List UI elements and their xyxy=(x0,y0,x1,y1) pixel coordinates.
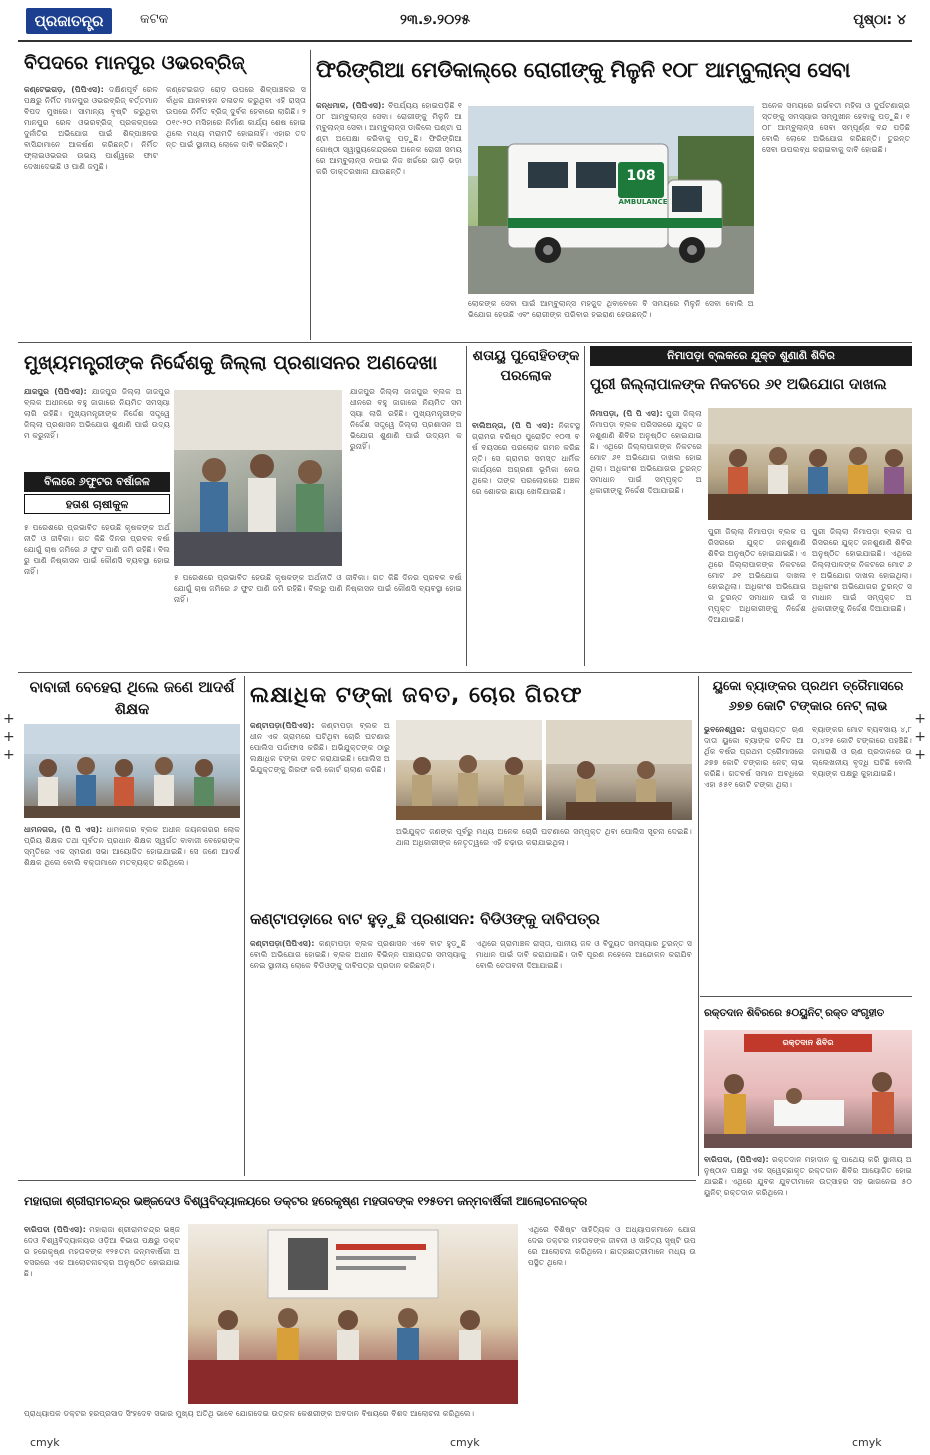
article-body-column xyxy=(812,724,912,994)
blood-donation-banner: ରକ୍ତଦାନ ଶିବିର xyxy=(782,1038,834,1047)
article-dateline: କଣ୍ଟାପଡ଼ା(ପିପିଏସ): xyxy=(250,721,315,730)
article-body-column xyxy=(316,100,462,340)
article-body-column xyxy=(528,1224,696,1438)
article-headline: ପୁରୀ ଜିଲ୍ଲାପାଳଙ୍କ ନିକଟରେ ୬୧ ଅଭିଯୋଗ ଦାଖଲ xyxy=(590,375,887,393)
article-dateline: ବାରିପଦା, (ପିପିଏସ): xyxy=(704,1155,769,1164)
article-topbar: ନିମାପଡ଼ା ବ୍ଲକରେ ଯୁକ୍ତ ଶୁଣାଣି ଶିବିର xyxy=(590,346,912,366)
article-dateline: କଣ୍ଟେଇଗଡ଼, (ପିପିଏସ): xyxy=(24,85,104,94)
police-press-photo xyxy=(396,720,542,820)
article-body-column xyxy=(174,572,462,668)
registration-mark: + xyxy=(914,711,926,727)
article-body-column xyxy=(476,938,692,1176)
article-headline: ବାବାଜୀ ବେହେରା ଥିଲେ ଜଣେ ଆଦର୍ଶ ଶିକ୍ଷକ xyxy=(29,678,235,718)
article-body-text: ଧାମନଗର ବ୍ଲକ ଅଧୀନ ଜୟନଗରର ଲୋକପ୍ରିୟ ଶିକ୍ଷକ ତଥା ପୂର୍ବତନ ପ୍ରଧାନ ଶିକ୍ଷକ ସ୍ୱର୍ଗତ ବାବାଜୀ ବେହେରାଙ୍କ ସ୍ମୃତିରେ ଏକ ସ୍ମରଣ ସଭା ଆୟୋଜିତ ହୋଇଯାଇଛି। ସେ ଜଣେ ଆଦର୍ଶ ଶିକ୍ଷକ ଥିଲେ ବୋଲି ବକ୍ତାମାନେ ମତବ୍ୟକ୍ତ କରିଥିଲେ। xyxy=(24,825,240,867)
section-rule xyxy=(18,342,912,343)
memorial-illustration xyxy=(24,724,240,818)
registration-mark: + xyxy=(3,729,15,745)
article-body-column xyxy=(704,1154,912,1356)
article-body-text: ଦକ୍ଷିଣପୂର୍ବ ରେଳ ପକ୍ଷରୁ ନିର୍ମିତ ମାନପୁର ଓଭରବ୍ରିଜ୍ ବର୍ତ୍ତମାନ ବିପଦ ମୁଖରେ। ସାମାନ୍ୟ ବୃଷ୍ଟି କରୁଥିବା ମାନପୁର ରେଳ ଓଭରବ୍ରିଜ୍ ପ୍ରକଳ୍ପରେ ଦୁର୍ନୀତିର ଅଭିଯୋଗ ପାଇଁ ଶିଳ୍ପାଞ୍ଚଳର ବାସିନ୍ଦାମାନେ ଆକର୍ଷଣ କରିଛନ୍ତି। ନିର୍ମିତ ଫ୍ଲାଇଓଭରର ଉଭୟ ପାର୍ଶ୍ୱରେ ଫାଟ ଦେଖାଦେଇଛି ଓ ପାଣି ଜମୁଛି। xyxy=(24,85,158,171)
article-body-column xyxy=(762,100,910,340)
masthead xyxy=(0,0,930,42)
article-dateline: କନ୍ଧମାଳ, (ପିପିଏସ): xyxy=(316,101,385,110)
article-body-text: କଣ୍ଟେଇଗଡ଼ ରୋଡ଼ ଉପରେ ଶିଳ୍ପାଞ୍ଚଳର ସର୍ବାଧିକ ଯାନବାହନ ଚଳାଚଳ କରୁଥିବା ଏହି ରାସ୍ତା ଉପରେ ନିର୍ମିତ ବ୍ରିଜ୍ ଦୁର୍ବଳ ହେବାରେ ଲାଗିଛି। ୨୦୧୯-୨୦ ମସିହାରେ ନିର୍ମାଣ କାର୍ଯ୍ୟ ଶେଷ ହୋଇଥିଲେ ମଧ୍ୟ ମରାମତି ହୋଇନାହିଁ। ଏହାର ତଦନ୍ତ ପାଇଁ ସ୍ଥାନୀୟ ଲୋକେ ଦାବି କରିଛନ୍ତି। xyxy=(166,85,306,149)
article-cm-directive xyxy=(24,346,462,668)
article-body-text: ଯାଜପୁର ଜିଲ୍ଲା ଜାଜପୁର ବ୍ଲକ ଅଧୀନରେ ବହୁ ଜାଗାରେ ନିୟମିତ ସମସ୍ୟା ଲାଗି ରହିଛି। ମୁଖ୍ୟମନ୍ତ୍ରୀଙ୍କ ନିର୍ଦ୍ଦେଶ ସତ୍ତ୍ୱେ ଜିଲ୍ଲା ପ୍ରଶାସନ ଅଭିଯୋଗ ଶୁଣାଣି ପାଇଁ ଉଦ୍ୟମ କରୁନାହିଁ। xyxy=(24,387,171,440)
article-headline: ରକ୍ତଦାନ ଶିବିରରେ ୫୦ୟୁନିଟ୍ ରକ୍ତ ସଂଗୃହୀତ xyxy=(704,1007,884,1019)
article-body-text: ପ୍ରାଧ୍ୟାପକ ଡକ୍ଟର ହରପ୍ରସାଦ ସିଂହଦେବ ସଭାର ମୁଖ୍ୟ ଅତିଥି ଭାବେ ଯୋଗଦେଇ ଉତ୍କଳ କେଶରୀଙ୍କ ଅବଦାନ ବିଷୟରେ ବିଶଦ ଆଲୋଚନା କରିଥିଲେ। xyxy=(24,1409,475,1418)
article-dateline: ବାରିପଦା (ପିପିଏସ): xyxy=(24,1225,86,1234)
ambulance-photo xyxy=(468,106,754,294)
article-body-text: ବ୍ୟାଙ୍କର ମୋଟ ବ୍ୟବସାୟ ୪,୮୦,୪୨୫ କୋଟି ଟଙ୍କାରେ ପହଞ୍ଚିଛି। ଜମାରାଶି ଓ ଋଣ ପ୍ରଦାନରେ ଉଲ୍ଲେଖନୀୟ ବୃଦ୍ଧି ଘଟିଛି ବୋଲି ବ୍ୟାଙ୍କ ପକ୍ଷରୁ କୁହାଯାଇଛି। xyxy=(812,725,912,778)
police-press-illustration xyxy=(396,720,542,820)
article-headline: ମହାରାଜା ଶ୍ରୀରାମଚନ୍ଦ୍ର ଭଞ୍ଜଦେଓ ବିଶ୍ୱବିଦ୍ୟାଳୟରେ ଡକ୍ଟର ହରେକୃଷ୍ଣ ମହତାବଙ୍କ ୧୨୫ତମ ଜନ୍ମବାର୍ଷିକୀ ଆଲୋଚନାଚକ୍ର xyxy=(24,1194,587,1208)
registration-mark: + xyxy=(3,747,15,763)
article-dateline: ଯାଜପୁର (ପିପିଏସ): xyxy=(24,387,87,396)
masthead-page-number: ପୃଷ୍ଠା: ୪ xyxy=(853,12,906,28)
article-body-column xyxy=(704,724,804,994)
masthead-city: କଟକ xyxy=(140,12,169,27)
article-body-text: କଣ୍ଟାପଡ଼ା ବ୍ଲକ ଅଧୀନ ଏକ ଗ୍ରାମରେ ଘଟିଥିବା ଚୋରି ଘଟଣାର ପୋଲିସ ପର୍ଦ୍ଦାଫାସ କରିଛି। ଅଭିଯୁକ୍ତଙ୍କ ଠାରୁ ଲକ୍ଷାଧିକ ଟଙ୍କା ଜବତ କରାଯାଇଛି। ପୋଲିସ ଅଭିଯୁକ୍ତଙ୍କୁ ଗିରଫ କରି କୋର୍ଟ ଚାଲାଣ କରିଛି। xyxy=(250,721,390,774)
article-dateline: କଣ୍ଟାପଡ଼ା(ପିପିଏସ): xyxy=(250,939,315,948)
article-body-text: ୫ ପରେଶରେ ପ୍ରଭାବିତ ହେଉଛି କୃଷକଙ୍କ ଅର୍ଥନୀତି ଓ ଜୀବିକା। ଗତ କିଛି ଦିନର ପ୍ରବଳ ବର୍ଷା ଯୋଗୁଁ ଚାଷ ଜମିରେ ୬ ଫୁଟ ପାଣି ଜମି ରହିଛି। ବିଲରୁ ପାଣି ନିଷ୍କାସନ ପାଇଁ କୌଣସି ବ୍ୟବସ୍ଥା ହୋଇନାହିଁ। xyxy=(174,573,462,604)
article-body-text: ଯାଜପୁର ଜିଲ୍ଲା ଜାଜପୁର ବ୍ଲକ ଅଧୀନରେ ବହୁ ଜାଗାରେ ନିୟମିତ ସମସ୍ୟା ଲାଗି ରହିଛି। ମୁଖ୍ୟମନ୍ତ୍ରୀଙ୍କ ନିର୍ଦ୍ଦେଶ ସତ୍ତ୍ୱେ ଜିଲ୍ଲା ପ୍ରଶାସନ ଅଭିଯୋଗ ଶୁଣାଣି ପାଇଁ ଉଦ୍ୟମ କରୁନାହିଁ। xyxy=(350,387,462,451)
section-rule xyxy=(18,1180,696,1181)
seized-goods-illustration xyxy=(546,720,692,820)
print-mark-cmyk: cmyk xyxy=(852,1436,882,1449)
article-dateline: ନିମାପଡ଼ା, (ପି ପି ଏସ): xyxy=(590,409,663,418)
article-body-text: ୫ ପରେଶରେ ପ୍ରଭାବିତ ହେଉଛି କୃଷକଙ୍କ ଅର୍ଥନୀତି ଓ ଜୀବିକା। ଗତ କିଛି ଦିନର ପ୍ରବଳ ବର୍ଷା ଯୋଗୁଁ ଚାଷ ଜମିରେ ୬ ଫୁଟ ପାଣି ଜମି ରହିଛି। ବିଲରୁ ପାଣି ନିଷ୍କାସନ ପାଇଁ କୌଣସି ବ୍ୟବସ୍ଥା ହୋଇନାହିଁ। xyxy=(24,523,170,576)
article-subhead: ବିଲରେ ୬ଫୁଟର ବର୍ଷାଜଳ xyxy=(24,472,170,492)
print-mark-cmyk: cmyk xyxy=(450,1436,480,1449)
article-body-text: ନିକଟସ୍ଥ ଗ୍ରାମର ବରିଷ୍ଠ ପୁରୋହିତ ୧୦୩ ବର୍ଷ ବୟସରେ ପରଲୋକ ଗମନ କରିଛନ୍ତି। ସେ ଗ୍ରାମର ସମସ୍ତ ଧାର୍ମିକ କାର୍ଯ୍ୟରେ ଅଗ୍ରଣୀ ଭୂମିକା ନେଉଥିଲେ। ତାଙ୍କ ପରଲୋକରେ ଅଞ୍ଚଳରେ ଶୋକର ଛାୟା ଖେଳିଯାଇଛି। xyxy=(472,421,580,496)
print-mark-cmyk: cmyk xyxy=(30,1436,60,1449)
article-puri-grievance xyxy=(590,346,912,668)
article-dateline: ଧାମନଗର, (ପି ପି ଏସ): xyxy=(24,825,103,834)
memorial-photo xyxy=(24,724,240,818)
article-body-column xyxy=(590,408,702,668)
article-headline: ଶତାୟୁ ପୁରୋହିତଙ୍କ ପରଲୋକ xyxy=(472,348,580,384)
column-divider xyxy=(698,676,699,1176)
article-body-text: ରାଷ୍ଟ୍ରାୟତ୍ତ ଋଣଦାତା ୟୁକୋ ବ୍ୟାଙ୍କ ଚଳିତ ଆର୍ଥିକ ବର୍ଷର ପ୍ରଥମ ତ୍ରୈମାସରେ ୬୭୭ କୋଟି ଟଙ୍କାର ନେଟ୍ ଲାଭ କରିଛି। ଗତବର୍ଷ ସମାନ ଅବଧିରେ ଏହା ୫୫୧ କୋଟି ଟଙ୍କା ଥିଲା। xyxy=(704,725,804,789)
article-body-text: ଏଥିରେ ଗ୍ରାମାଞ୍ଚଳ ରାସ୍ତା, ପାନୀୟ ଜଳ ଓ ବିଦ୍ୟୁତ ସମସ୍ୟାର ତୁରନ୍ତ ସମାଧାନ ପାଇଁ ଦାବି କରାଯାଇଛି। ଦାବି ପୂରଣ ନହେଲେ ଆନ୍ଦୋଳନ କରାଯିବ ବୋଲି ଚେତାବନୀ ଦିଆଯାଇଛି। xyxy=(476,939,692,970)
article-manpur-overbridge xyxy=(24,48,306,340)
article-body-text: ପୁରୀ ଜିଲ୍ଲା ନିମାପଡ଼ା ବ୍ଲକ ପରିସରରେ ଯୁକ୍ତ ଜନଶୁଣାଣି ଶିବିର ଅନୁଷ୍ଠିତ ହୋଇଯାଇଛି। ଏଥିରେ ଜିଲ୍ଲାପାଳଙ୍କ ନିକଟରେ ମୋଟ ୬୧ ଅଭିଯୋଗ ଦାଖଲ ହୋଇଥିଲା। ଅଧିକାଂଶ ଅଭିଯୋଗର ତୁରନ୍ତ ସମାଧାନ ପାଇଁ ସମ୍ପୃକ୍ତ ଅଧିକାରୀଙ୍କୁ ନିର୍ଦ୍ଦେଶ ଦିଆଯାଇଛି। xyxy=(812,527,912,613)
article-body-column xyxy=(24,84,158,340)
article-body-column xyxy=(350,386,462,566)
blood-donation-photo xyxy=(704,1030,912,1148)
meeting-photo xyxy=(174,390,342,566)
article-body-column xyxy=(396,826,692,900)
article-subhead: ହତାଶ ଚାଷୀକୁଳ xyxy=(24,494,170,514)
photo-caption-text: ଲୋକଙ୍କ ସେବା ପାଇଁ ଆମ୍ବୁଲାନ୍ସ ମହଜୁଦ ଥିବାବେଳେ ବି ସମୟରେ ମିଳୁନି ସେବା ବୋଲି ଅଭିଯୋଗ ହେଉଛି ଏବଂ ରୋଗୀଙ୍କ ପରିବାର ହଇରାଣ ହେଉଛନ୍ତି। xyxy=(468,299,754,319)
ambulance-text-label: AMBULANCE xyxy=(618,198,668,206)
article-body-column xyxy=(24,1408,524,1438)
article-body-text: ପୁରୀ ଜିଲ୍ଲା ନିମାପଡ଼ା ବ୍ଲକ ପରିସରରେ ଯୁକ୍ତ ଜନଶୁଣାଣି ଶିବିର ଅନୁଷ୍ଠିତ ହୋଇଯାଇଛି। ଏଥିରେ ଜିଲ୍ଲାପାଳଙ୍କ ନିକଟରେ ମୋଟ ୬୧ ଅଭିଯୋଗ ଦାଖଲ ହୋଇଥିଲା। ଅଧିକାଂଶ ଅଭିଯୋଗର ତୁରନ୍ତ ସମାଧାନ ପାଇଁ ସମ୍ପୃକ୍ତ ଅଧିକାରୀଙ୍କୁ ନିର୍ଦ୍ଦେଶ ଦିଆଯାଇଛି। xyxy=(708,527,806,624)
article-body-column xyxy=(24,522,170,668)
article-body-column xyxy=(250,720,390,900)
article-headline: କଣ୍ଟାପଡ଼ାରେ ବାଟ ହୁଡ଼ୁଛି ପ୍ରଶାସନ: ବିଡିଓଙ୍କୁ ଦାବିପତ୍ର xyxy=(250,910,600,928)
grievance-camp-photo xyxy=(708,408,912,520)
article-uco-bank-profit xyxy=(704,676,912,994)
article-body-text: ମହାରାଜା ଶ୍ରୀରାମଚନ୍ଦ୍ର ଭଞ୍ଜଦେଓ ବିଶ୍ୱବିଦ୍ୟାଳୟର ଓଡ଼ିଆ ବିଭାଗ ପକ୍ଷରୁ ଡକ୍ଟର ହରେକୃଷ୍ଣ ମହତାବଙ୍କ ୧୨୫ତମ ଜନ୍ମବାର୍ଷିକୀ ଅବସରରେ ଏକ ଆଲୋଚନାଚକ୍ର ଅନୁଷ୍ଠିତ ହୋଇଯାଇଛି। xyxy=(24,1225,180,1278)
meeting-illustration xyxy=(174,390,342,566)
article-headline: ଫିରିଙ୍ଗିଆ ମେଡିକାଲ୍‌ରେ ରୋଗୀଙ୍କୁ ମିଳୁନି ୧୦୮ ଆମ୍ବୁଲାନ୍ସ ସେବା xyxy=(316,58,851,82)
article-body-text: ଏଥିରେ ବିଶିଷ୍ଟ ସାହିତ୍ୟିକ ଓ ଅଧ୍ୟାପକମାନେ ଯୋଗଦେଇ ଡକ୍ଟର ମହତାବଙ୍କ ଜୀବନୀ ଓ ସାହିତ୍ୟ ସୃଷ୍ଟି ଉପରେ ଆଲୋଚନା କରିଥିଲେ। ଛାତ୍ରଛାତ୍ରୀମାନେ ମଧ୍ୟ ଉପସ୍ଥିତ ଥିଲେ। xyxy=(528,1225,696,1267)
article-headline: ମୁଖ୍ୟମନ୍ତ୍ରୀଙ୍କ ନିର୍ଦ୍ଦେଶକୁ ଜିଲ୍ଲା ପ୍ରଶାସନର ଅଣଦେଖା xyxy=(24,352,438,374)
article-body-text: କଣ୍ଟାପଡ଼ା ବ୍ଲକ ପ୍ରଶାସନ ଏବେ ବାଟ ହୁଡ଼ୁଛି ବୋଲି ଅଭିଯୋଗ ହୋଇଛି। ବ୍ଲକ ଅଧୀନ ବିଭିନ୍ନ ପଞ୍ଚାୟତର ସମସ୍ୟାକୁ ନେଇ ସ୍ଥାନୀୟ ଲୋକେ ବିଡିଓଙ୍କୁ ଦାବିପତ୍ର ପ୍ରଦାନ କରିଛନ୍ତି। xyxy=(250,939,466,970)
registration-mark: + xyxy=(914,747,926,763)
article-headline-line1: ୟୁକୋ ବ୍ୟାଙ୍କର ପ୍ରଥମ ତ୍ରୈମାସରେ xyxy=(712,678,904,693)
article-headline: ଲକ୍ଷାଧିକ ଟଙ୍କା ଜବତ, ଚୋର ଗିରଫ xyxy=(250,683,583,708)
article-body-text: ଅଭିଯୁକ୍ତ ଜଣଙ୍କ ପୂର୍ବରୁ ମଧ୍ୟ ଅନେକ ଚୋରି ଘଟଣାରେ ସମ୍ପୃକ୍ତ ଥିବା ପୋଲିସ ସୂଚନା ଦେଇଛି। ଥାନା ଅଧିକାରୀଙ୍କ ନେତୃତ୍ୱରେ ଏହି ଚଢ଼ାଉ କରାଯାଇଥିଲା। xyxy=(396,827,692,847)
article-body-column xyxy=(708,526,806,668)
article-body-text: ଅନେକ ସମୟରେ ଗର୍ଭବତୀ ମହିଳା ଓ ଦୁର୍ଘଟଣାଗ୍ରସ୍ତଙ୍କୁ ସମସ୍ୟାର ସମ୍ମୁଖୀନ ହେବାକୁ ପଡ଼ୁଛି। ୧୦୮ ଆମ୍ବୁଲାନ୍ସ ସେବା ସମ୍ପୂର୍ଣ୍ଣ ବନ୍ଦ ପଡ଼ିଛି ବୋଲି ଲୋକେ ଅଭିଯୋଗ କରିଛନ୍ତି। ତୁରନ୍ତ ସେବା ଉପଲବ୍ଧ କରାଇବାକୁ ଦାବି ହୋଇଛି। xyxy=(762,101,910,154)
article-body-column xyxy=(472,420,580,668)
article-headline-line2: ୬୭୭ କୋଟି ଟଙ୍କାର ନେଟ୍ ଲାଭ xyxy=(728,699,888,714)
seized-goods-photo xyxy=(546,720,692,820)
masthead-date: ୨୩.୭.୨୦୨୫ xyxy=(400,12,470,28)
article-body-column xyxy=(812,526,912,668)
seminar-photo xyxy=(188,1224,518,1404)
article-blood-donation xyxy=(704,1000,912,1356)
article-priest-obituary xyxy=(472,346,580,668)
article-mahatab-seminar xyxy=(24,1184,696,1438)
section-rule xyxy=(18,672,912,673)
article-dateline: ବାଲିଅନ୍ତା, (ପି ପି ଏସ): xyxy=(472,421,554,430)
grievance-camp-illustration xyxy=(708,408,912,520)
masthead-logo: ପ୍ରଜାତନ୍ତ୍ର xyxy=(26,8,112,34)
article-dateline: ଭୁବନେଶ୍ୱର: xyxy=(704,725,746,734)
column-divider xyxy=(244,676,245,1176)
column-divider xyxy=(310,50,311,340)
registration-mark: + xyxy=(3,711,15,727)
article-body-column xyxy=(166,84,306,340)
seminar-illustration xyxy=(188,1224,518,1404)
article-body-column xyxy=(250,938,466,1176)
registration-mark: + xyxy=(914,729,926,745)
article-headline: ବିପଦରେ ମାନପୁର ଓଭରବ୍ରିଜ୍ xyxy=(24,52,245,74)
column-divider xyxy=(466,346,467,666)
ambulance-number-label: 108 xyxy=(626,168,656,184)
article-body-column xyxy=(24,824,240,1176)
article-body-text: ପୁରୀ ଜିଲ୍ଲା ନିମାପଡ଼ା ବ୍ଲକ ପରିସରରେ ଯୁକ୍ତ ଜନଶୁଣାଣି ଶିବିର ଅନୁଷ୍ଠିତ ହୋଇଯାଇଛି। ଏଥିରେ ଜିଲ୍ଲାପାଳଙ୍କ ନିକଟରେ ମୋଟ ୬୧ ଅଭିଯୋଗ ଦାଖଲ ହୋଇଥିଲା। ଅଧିକାଂଶ ଅଭିଯୋଗର ତୁରନ୍ତ ସମାଧାନ ପାଇଁ ସମ୍ପୃକ୍ତ ଅଧିକାରୀଙ୍କୁ ନିର୍ଦ୍ଦେଶ ଦିଆଯାଇଛି। xyxy=(590,409,702,495)
article-babaji-behera xyxy=(24,676,240,1176)
article-body-text: ରକ୍ତଦାନ ମହାଦାନ କୁ ପାଥେୟ କରି ସ୍ଥାନୀୟ ଅନୁଷ୍ଠାନ ପକ୍ଷରୁ ଏକ ସ୍ୱେଚ୍ଛାକୃତ ରକ୍ତଦାନ ଶିବିର ଆୟୋଜିତ ହୋଇଯାଇଛି। ଏଥିରେ ଯୁବକ ଯୁବତୀମାନେ ଉତ୍ସାହର ସହ ଭାଗନେଇ ୫୦ ୟୁନିଟ୍ ରକ୍ତଦାନ କରିଥିଲେ। xyxy=(704,1155,912,1197)
article-theft-arrest xyxy=(250,676,692,900)
photo-caption xyxy=(468,298,754,340)
article-body-text: ବିପର୍ଯ୍ୟୟ ହୋଇପଡ଼ିଛି ୧୦୮ ଆମ୍ବୁଲାନ୍ସ ସେବା। ରୋଗୀଙ୍କୁ ମିଳୁନି ଆମ୍ବୁଲାନ୍ସ ସେବା। ଆମ୍ବୁଲାନ୍ସ ଡାକିଲେ ଘଣ୍ଟା ଘଣ୍ଟା ଅପେକ୍ଷା କରିବାକୁ ପଡ଼ୁଛି। ଫିରିଙ୍ଗିଆ ଗୋଷ୍ଠୀ ସ୍ୱାସ୍ଥ୍ୟକେନ୍ଦ୍ରରେ ଅନେକ ରୋଗୀ ସମୟରେ ଆମ୍ବୁଲାନ୍ସ ନପାଇ ନିଜ ଖର୍ଚ୍ଚରେ ଗାଡ଼ି ଭଡ଼ା କରି ଡାକ୍ତରଖାନା ଯାଉଛନ୍ତି। xyxy=(316,101,462,176)
article-kantapada-administration xyxy=(250,904,692,1176)
section-rule xyxy=(700,996,912,997)
article-body-column xyxy=(24,1224,180,1408)
masthead-rule xyxy=(18,40,912,42)
article-ambulance-service xyxy=(316,48,910,340)
column-divider xyxy=(584,346,585,666)
